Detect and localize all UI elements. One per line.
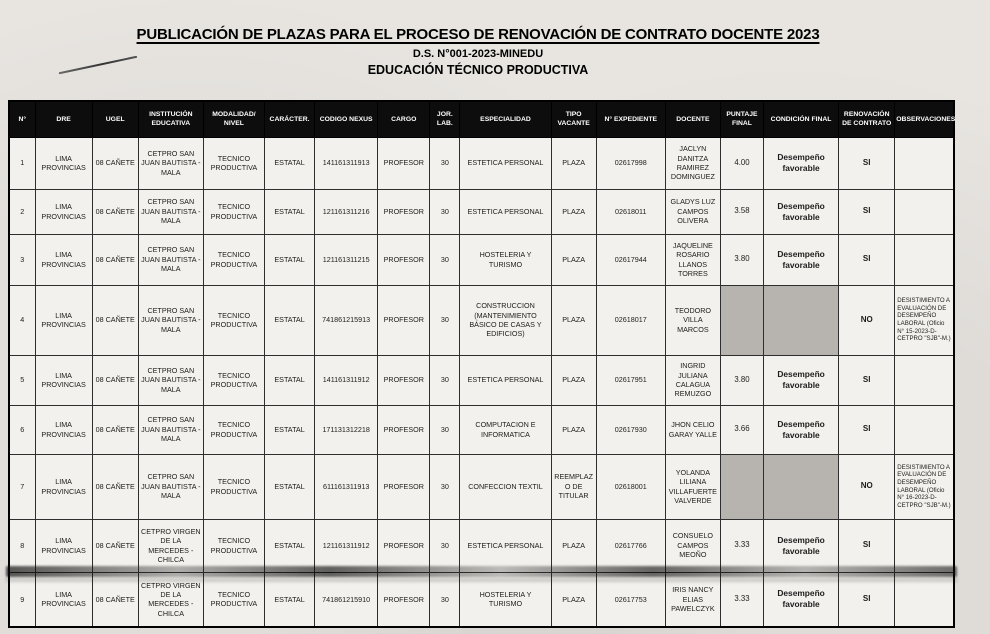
cell-r5-c15: SI — [839, 355, 895, 405]
cell-r5-c13: 3.80 — [720, 355, 763, 405]
cell-r2-c14: Desempeño favorable — [764, 189, 839, 234]
header-row — [9, 101, 954, 137]
cell-r1-c9: ESTETICA PERSONAL — [460, 137, 551, 189]
cell-r9-c0: 9 — [9, 572, 35, 627]
table-row-5 — [9, 355, 954, 405]
cell-r5-c0: 5 — [9, 355, 35, 405]
column-header-12: DOCENTE — [665, 101, 720, 137]
document-title: PUBLICACIÓN DE PLAZAS PARA EL PROCESO DE RENOVACIÓN DE CONTRATO DOCENTE 2023 — [136, 26, 820, 43]
cell-r6-c8: 30 — [430, 405, 460, 454]
column-header-3: INSTITUCIÓN EDUCATIVA — [138, 101, 203, 137]
cell-r6-c4: TECNICO PRODUCTIVA — [203, 405, 264, 454]
column-header-0: N° — [9, 101, 35, 137]
cell-r2-c7: PROFESOR — [378, 189, 430, 234]
cell-r2-c16 — [895, 189, 954, 234]
cell-r2-c1: LIMA PROVINCIAS — [35, 189, 92, 234]
cell-r4-c1: LIMA PROVINCIAS — [35, 285, 92, 355]
cell-r6-c0: 6 — [9, 405, 35, 454]
cell-r2-c9: ESTETICA PERSONAL — [460, 189, 551, 234]
cell-r7-c3: CETPRO SAN JUAN BAUTISTA - MALA — [138, 454, 203, 519]
cell-r1-c1: LIMA PROVINCIAS — [35, 137, 92, 189]
cell-r3-c10: PLAZA — [551, 234, 596, 285]
cell-r1-c6: 141161311913 — [315, 137, 378, 189]
cell-r8-c8: 30 — [430, 519, 460, 572]
cell-r9-c9: HOSTELERIA Y TURISMO — [460, 572, 551, 627]
cell-r8-c12: CONSUELO CAMPOS MEOÑO — [665, 519, 720, 572]
cell-r6-c14: Desempeño favorable — [764, 405, 839, 454]
cell-r4-c5: ESTATAL — [265, 285, 315, 355]
column-header-2: UGEL — [92, 101, 138, 137]
table-row-3 — [9, 234, 954, 285]
cell-r6-c11: 02617930 — [596, 405, 665, 454]
column-header-8: JOR. LAB. — [430, 101, 460, 137]
cell-r3-c3: CETPRO SAN JUAN BAUTISTA - MALA — [138, 234, 203, 285]
cell-r8-c10: PLAZA — [551, 519, 596, 572]
cell-r9-c10: PLAZA — [551, 572, 596, 627]
column-header-1: DRE — [35, 101, 92, 137]
column-header-13: PUNTAJE FINAL — [720, 101, 763, 137]
cell-r8-c6: 121161311912 — [315, 519, 378, 572]
table-body — [9, 137, 954, 627]
cell-r4-c2: 08 CAÑETE — [92, 285, 138, 355]
cell-r4-c16: DESISTIMIENTO A EVALUACIÓN DE DESEMPEÑO LABORAL (Oficio N° 15-2023-D-CETPRO "SJB"-M.) — [895, 285, 954, 355]
decree-subtitle: D.S. N°001-2023-MINEDU — [412, 48, 544, 60]
cell-r4-c0: 4 — [9, 285, 35, 355]
column-header-7: CARGO — [378, 101, 430, 137]
cell-r7-c1: LIMA PROVINCIAS — [35, 454, 92, 519]
cell-r8-c15: SI — [839, 519, 895, 572]
cell-r8-c2: 08 CAÑETE — [92, 519, 138, 572]
cell-r9-c5: ESTATAL — [265, 572, 315, 627]
cell-r8-c13: 3.33 — [720, 519, 763, 572]
table-row-1 — [9, 137, 954, 189]
cell-r3-c5: ESTATAL — [265, 234, 315, 285]
cell-r3-c9: HOSTELERIA Y TURISMO — [460, 234, 551, 285]
cell-r2-c12: GLADYS LUZ CAMPOS OLIVERA — [665, 189, 720, 234]
cell-r1-c13: 4.00 — [720, 137, 763, 189]
cell-r2-c13: 3.58 — [720, 189, 763, 234]
cell-r1-c5: ESTATAL — [265, 137, 315, 189]
cell-r6-c9: COMPUTACION E INFORMATICA — [460, 405, 551, 454]
cell-r6-c2: 08 CAÑETE — [92, 405, 138, 454]
column-header-14: CONDICIÓN FINAL — [764, 101, 839, 137]
cell-r5-c12: INGRID JULIANA CALAGUA REMUZGO — [665, 355, 720, 405]
table-row-6 — [9, 405, 954, 454]
cell-r7-c12: YOLANDA LILIANA VILLAFUERTE VALVERDE — [665, 454, 720, 519]
column-header-4: MODALIDAD/ NIVEL — [203, 101, 264, 137]
cell-r3-c1: LIMA PROVINCIAS — [35, 234, 92, 285]
cell-r9-c1: LIMA PROVINCIAS — [35, 572, 92, 627]
cell-r9-c12: IRIS NANCY ELIAS PAWELCZYK — [665, 572, 720, 627]
cell-r7-c15: NO — [839, 454, 895, 519]
cell-r2-c0: 2 — [9, 189, 35, 234]
cell-r9-c6: 741861215910 — [315, 572, 378, 627]
column-header-10: TIPO VACANTE — [551, 101, 596, 137]
modality-subtitle: EDUCACIÓN TÉCNICO PRODUCTIVA — [367, 63, 589, 77]
cell-r4-c11: 02618017 — [596, 285, 665, 355]
cell-r7-c11: 02618001 — [596, 454, 665, 519]
cell-r3-c11: 02617944 — [596, 234, 665, 285]
cell-r2-c15: SI — [839, 189, 895, 234]
cell-r2-c3: CETPRO SAN JUAN BAUTISTA - MALA — [138, 189, 203, 234]
cell-r6-c12: JHON CELIO GARAY YALLE — [665, 405, 720, 454]
column-header-9: ESPECIALIDAD — [460, 101, 551, 137]
cell-r5-c1: LIMA PROVINCIAS — [35, 355, 92, 405]
cell-r4-c3: CETPRO SAN JUAN BAUTISTA - MALA — [138, 285, 203, 355]
cell-r6-c15: SI — [839, 405, 895, 454]
cell-r8-c5: ESTATAL — [265, 519, 315, 572]
cell-r3-c12: JAQUELINE ROSARIO LLANOS TORRES — [665, 234, 720, 285]
cell-r1-c0: 1 — [9, 137, 35, 189]
cell-r5-c16 — [895, 355, 954, 405]
cell-r1-c14: Desempeño favorable — [764, 137, 839, 189]
cell-r5-c14: Desempeño favorable — [764, 355, 839, 405]
cell-r8-c16 — [895, 519, 954, 572]
cell-r5-c9: ESTETICA PERSONAL — [460, 355, 551, 405]
cell-r7-c4: TECNICO PRODUCTIVA — [203, 454, 264, 519]
cell-r5-c8: 30 — [430, 355, 460, 405]
cell-r3-c8: 30 — [430, 234, 460, 285]
table-row-8 — [9, 519, 954, 572]
cell-r1-c2: 08 CAÑETE — [92, 137, 138, 189]
cell-r2-c6: 121161311216 — [315, 189, 378, 234]
table-row-2 — [9, 189, 954, 234]
cell-r3-c13: 3.80 — [720, 234, 763, 285]
cell-r3-c4: TECNICO PRODUCTIVA — [203, 234, 264, 285]
cell-r9-c11: 02617753 — [596, 572, 665, 627]
cell-r9-c3: CETPRO VIRGEN DE LA MERCEDES - CHILCA — [138, 572, 203, 627]
cell-r6-c16 — [895, 405, 954, 454]
cell-r7-c9: CONFECCION TEXTIL — [460, 454, 551, 519]
cell-r4-c6: 741861215913 — [315, 285, 378, 355]
cell-r8-c3: CETPRO VIRGEN DE LA MERCEDES - CHILCA — [138, 519, 203, 572]
cell-r2-c11: 02618011 — [596, 189, 665, 234]
cell-r1-c12: JACLYN DANITZA RAMIREZ DOMINGUEZ — [665, 137, 720, 189]
cell-r8-c9: ESTETICA PERSONAL — [460, 519, 551, 572]
cell-r5-c7: PROFESOR — [378, 355, 430, 405]
cell-r1-c8: 30 — [430, 137, 460, 189]
cell-r8-c1: LIMA PROVINCIAS — [35, 519, 92, 572]
cell-r9-c8: 30 — [430, 572, 460, 627]
column-header-16: OBSERVACIONES — [895, 101, 954, 137]
cell-r5-c11: 02617951 — [596, 355, 665, 405]
table-row-7 — [9, 454, 954, 519]
cell-r7-c10: REEMPLAZO DE TITULAR — [551, 454, 596, 519]
cell-r1-c16 — [895, 137, 954, 189]
cell-r9-c14: Desempeño favorable — [764, 572, 839, 627]
cell-r7-c2: 08 CAÑETE — [92, 454, 138, 519]
cell-r5-c10: PLAZA — [551, 355, 596, 405]
cell-r9-c16 — [895, 572, 954, 627]
cell-r4-c14 — [764, 285, 839, 355]
cell-r7-c7: PROFESOR — [378, 454, 430, 519]
cell-r5-c3: CETPRO SAN JUAN BAUTISTA - MALA — [138, 355, 203, 405]
cell-r6-c6: 171131312218 — [315, 405, 378, 454]
cell-r6-c3: CETPRO SAN JUAN BAUTISTA - MALA — [138, 405, 203, 454]
cell-r3-c2: 08 CAÑETE — [92, 234, 138, 285]
column-header-5: CARÁCTER. — [265, 101, 315, 137]
cell-r1-c15: SI — [839, 137, 895, 189]
cell-r8-c4: TECNICO PRODUCTIVA — [203, 519, 264, 572]
cell-r2-c4: TECNICO PRODUCTIVA — [203, 189, 264, 234]
cell-r9-c15: SI — [839, 572, 895, 627]
cell-r3-c0: 3 — [9, 234, 35, 285]
cell-r7-c0: 7 — [9, 454, 35, 519]
cell-r2-c5: ESTATAL — [265, 189, 315, 234]
cell-r4-c9: CONSTRUCCION (MANTENIMIENTO BÁSICO DE CASAS Y EDIFICIOS) — [460, 285, 551, 355]
cell-r6-c5: ESTATAL — [265, 405, 315, 454]
cell-r5-c5: ESTATAL — [265, 355, 315, 405]
plazas-table — [8, 100, 955, 628]
cell-r3-c16 — [895, 234, 954, 285]
cell-r7-c5: ESTATAL — [265, 454, 315, 519]
cell-r6-c13: 3.66 — [720, 405, 763, 454]
cell-r7-c8: 30 — [430, 454, 460, 519]
cell-r4-c7: PROFESOR — [378, 285, 430, 355]
cell-r1-c7: PROFESOR — [378, 137, 430, 189]
cell-r4-c4: TECNICO PRODUCTIVA — [203, 285, 264, 355]
cell-r9-c13: 3.33 — [720, 572, 763, 627]
column-header-15: RENOVACIÓN DE CONTRATO — [839, 101, 895, 137]
cell-r4-c13 — [720, 285, 763, 355]
cell-r6-c7: PROFESOR — [378, 405, 430, 454]
cell-r4-c12: TEODORO VILLA MARCOS — [665, 285, 720, 355]
cell-r9-c7: PROFESOR — [378, 572, 430, 627]
cell-r4-c15: NO — [839, 285, 895, 355]
cell-r6-c1: LIMA PROVINCIAS — [35, 405, 92, 454]
cell-r7-c16: DESISTIMIENTO A EVALUACIÓN DE DESEMPEÑO LABORAL (Oficio N° 16-2023-D-CETPRO "SJB"-M.) — [895, 454, 954, 519]
cell-r2-c8: 30 — [430, 189, 460, 234]
document-header — [0, 26, 956, 77]
cell-r9-c4: TECNICO PRODUCTIVA — [203, 572, 264, 627]
cell-r3-c15: SI — [839, 234, 895, 285]
cell-r4-c8: 30 — [430, 285, 460, 355]
cell-r5-c6: 141161311912 — [315, 355, 378, 405]
cell-r7-c6: 611161311913 — [315, 454, 378, 519]
cell-r8-c7: PROFESOR — [378, 519, 430, 572]
column-header-6: CODIGO NEXUS — [315, 101, 378, 137]
cell-r8-c11: 02617766 — [596, 519, 665, 572]
cell-r1-c4: TECNICO PRODUCTIVA — [203, 137, 264, 189]
cell-r8-c0: 8 — [9, 519, 35, 572]
cell-r6-c10: PLAZA — [551, 405, 596, 454]
cell-r2-c2: 08 CAÑETE — [92, 189, 138, 234]
cell-r1-c3: CETPRO SAN JUAN BAUTISTA - MALA — [138, 137, 203, 189]
cell-r3-c7: PROFESOR — [378, 234, 430, 285]
cell-r1-c10: PLAZA — [551, 137, 596, 189]
cell-r5-c4: TECNICO PRODUCTIVA — [203, 355, 264, 405]
table-row-4 — [9, 285, 954, 355]
cell-r4-c10: PLAZA — [551, 285, 596, 355]
cell-r8-c14: Desempeño favorable — [764, 519, 839, 572]
table-row-9 — [9, 572, 954, 627]
cell-r2-c10: PLAZA — [551, 189, 596, 234]
cell-r5-c2: 08 CAÑETE — [92, 355, 138, 405]
column-header-11: N° EXPEDIENTE — [596, 101, 665, 137]
cell-r3-c14: Desempeño favorable — [764, 234, 839, 285]
cell-r9-c2: 08 CAÑETE — [92, 572, 138, 627]
cell-r7-c13 — [720, 454, 763, 519]
cell-r7-c14 — [764, 454, 839, 519]
cell-r3-c6: 121161311215 — [315, 234, 378, 285]
cell-r1-c11: 02617998 — [596, 137, 665, 189]
